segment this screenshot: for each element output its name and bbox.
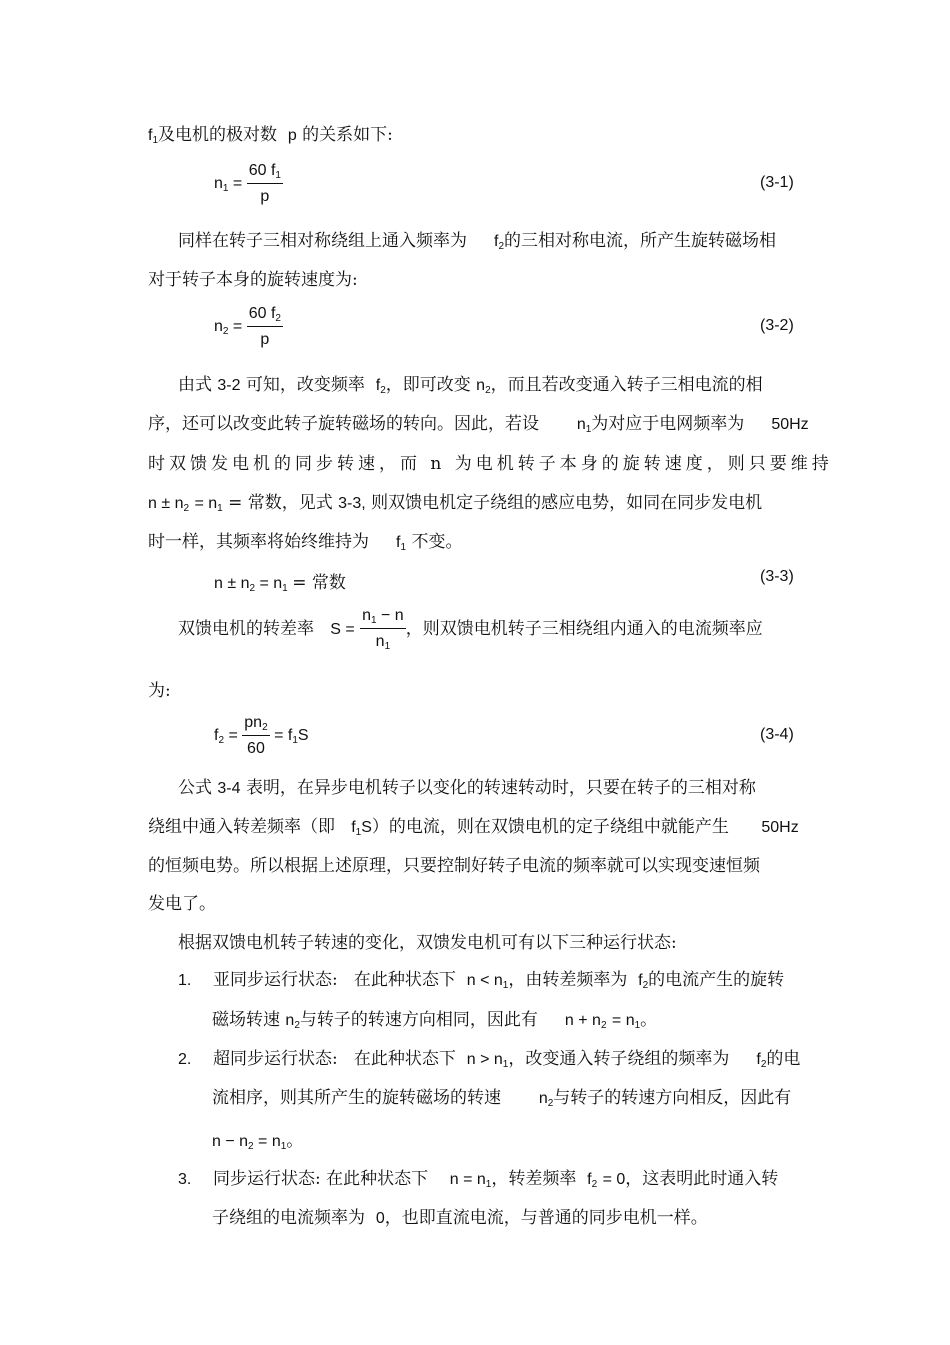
equation-number: (3-2)	[760, 317, 794, 334]
list-item: 2. 超同步运行状态: 在此种状态下 $n > n_1$，改变通入转子绕组的频率为 $f_2$的电	[178, 1049, 801, 1070]
equation-3-1: $n_1$ = $\frac{60 f_1}{p}$	[214, 162, 281, 205]
paragraph-line: 由式 3-2 可知，改变频率 $f_2$，即可改变 $n_2$，而且若改变通入转子三相电流的相	[178, 375, 763, 396]
text-line: $f_1$及电机的极对数 p 的关系如下:	[148, 125, 393, 146]
paragraph-line: 同样在转子三相对称绕组上通入频率为 $f_2$的三相对称电流，所产生旋转磁场相	[178, 231, 777, 252]
equation-3-2: $n_2$ = $\frac{60 f_2}{p}$	[214, 305, 281, 348]
list-item: 1. 亚同步运行状态: 在此种状态下 $n < n_1$，由转差频率为 $f_2$的电流产生的旋转	[178, 970, 785, 991]
paragraph-line: 为:	[148, 681, 171, 701]
list-item: 3. 同步运行状态: 在此种状态下 $n = n_1$，转差频率 $f_2 = 0$，这表明此时通入转	[178, 1169, 779, 1190]
paragraph-line: 绕组中通入转差频率（即 $f_1S$）的电流，则在双馈电机的定子绕组中就能产生 50Hz	[148, 817, 799, 838]
equation-3-3: $n \pm n_2 = n_1$ = 常数	[214, 573, 346, 594]
equation-number: (3-4)	[760, 726, 794, 743]
list-item-line: 磁场转速 $n_2$与转子的转速方向相同，因此有 $n + n_2 = n_1$。	[212, 1010, 658, 1031]
paragraph-line: 时双馈发电机的同步转速，而 n 为电机转子本身的旋转速度，则只要维持	[148, 454, 833, 474]
equation-number: (3-1)	[760, 174, 794, 191]
list-item-line: $n - n_2 = n_1$。	[212, 1131, 304, 1152]
paragraph-line: $n \pm n_2 = n_1$ = 常数，见式 3-3, 则双馈电机定子绕组的感应电势，如同在同步发电机	[148, 493, 763, 514]
list-item-line: 流相序，则其所产生的旋转磁场的转速 $n_2$与转子的转速方向相反，因此有	[212, 1088, 792, 1109]
paragraph-line: 的恒频电势。所以根据上述原理，只要控制好转子电流的频率就可以实现变速恒频	[148, 856, 760, 876]
paragraph-line: 双馈电机的转差率 S = $\frac{n_1 - n}{n_1}$ ，则双馈电机转子三相绕组内通入的电流频率应	[178, 607, 763, 652]
paragraph-line: 公式 3-4 表明，在异步电机转子以变化的转速转动时，只要在转子的三相对称	[178, 778, 756, 798]
list-item-line: 子绕组的电流频率为 0，也即直流电流，与普通的同步电机一样。	[212, 1208, 708, 1228]
paragraph-line: 根据双馈电机转子转速的变化，双馈发电机可有以下三种运行状态:	[178, 933, 677, 953]
equation-3-4: $f_2$ = $\frac{pn_2}{60}$ = $f_1S$	[214, 714, 309, 757]
paragraph-line: 对于转子本身的旋转速度为:	[148, 270, 358, 290]
equation-number: (3-3)	[760, 568, 794, 585]
paragraph-line: 发电了。	[148, 894, 216, 914]
paragraph-line: 时一样，其频率将始终维持为 $f_1$ 不变。	[148, 532, 463, 553]
paragraph-line: 序，还可以改变此转子旋转磁场的转向。因此，若设 $n_1$为对应于电网频率为 50Hz	[148, 414, 809, 435]
